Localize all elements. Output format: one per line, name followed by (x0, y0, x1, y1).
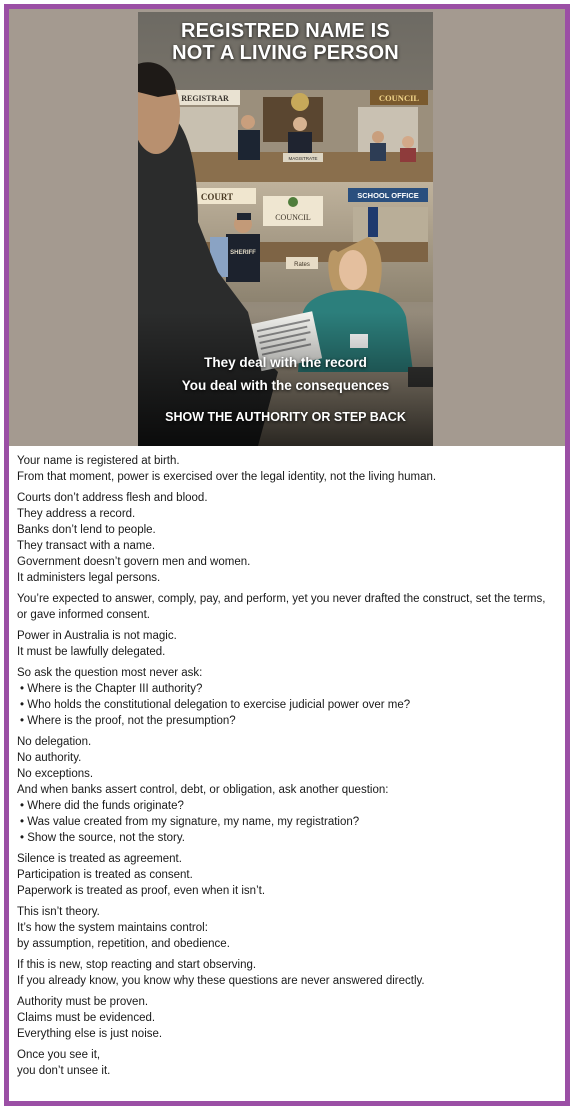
text-line: Power in Australia is not magic. (17, 630, 177, 642)
poster-headline-line2: NOT A LIVING PERSON (172, 42, 399, 64)
sign-sheriff: SHERIFF (230, 250, 256, 256)
text-line: They address a record. (17, 508, 136, 520)
image-panel (9, 9, 565, 446)
paragraph (17, 453, 557, 485)
text-line: And when banks assert control, debt, or obligation, ask another question: (17, 784, 389, 796)
text-line: This isn’t theory. (17, 906, 100, 918)
sign-council-top: COUNCIL (378, 93, 420, 103)
paragraph (17, 994, 557, 1042)
poster-image (138, 12, 433, 446)
sign-rates: Rates (294, 262, 310, 268)
text-line: From that moment, power is exercised over the legal identity, not the living human. (17, 471, 437, 483)
text-line: You’re expected to answer, comply, pay, and perform, yet you never drafted the construct, set the terms, or gave informed consent. (17, 593, 546, 621)
sign-school-office: SCHOOL OFFICE (357, 191, 419, 200)
text-line: So ask the question most never ask: (17, 667, 203, 679)
text-line: Government doesn’t govern men and women. (17, 556, 251, 568)
text-line: It’s how the system maintains control: (17, 922, 208, 934)
text-line: They transact with a name. (17, 540, 156, 552)
text-line: Banks don’t lend to people. (17, 524, 156, 536)
poster-caption-line2: You deal with the consequences (181, 378, 390, 393)
paragraph (17, 851, 557, 899)
post-text (9, 446, 565, 1084)
text-line: It must be lawfully delegated. (17, 646, 166, 658)
text-line: No authority. (17, 752, 82, 764)
text-line: you don’t unsee it. (17, 1065, 111, 1077)
text-line: Authority must be proven. (17, 996, 149, 1008)
text-line: Paperwork is treated as proof, even when it isn’t. (17, 885, 266, 897)
paragraph (17, 628, 557, 660)
poster-cta: SHOW THE AUTHORITY OR STEP BACK (165, 410, 406, 424)
bullet-item: • Was value created from my signature, my name, my registration? (17, 814, 557, 830)
text-line: by assumption, repetition, and obedience. (17, 938, 230, 950)
paragraph (17, 591, 557, 623)
poster-headline-line1: REGISTRED NAME IS (181, 20, 390, 42)
paragraph (17, 734, 557, 782)
text-line: Your name is registered at birth. (17, 455, 180, 467)
bullet-item: • Show the source, not the story. (17, 830, 557, 846)
text-line: Once you see it, (17, 1049, 101, 1061)
text-line: If you already know, you know why these questions are never answered directly. (17, 975, 425, 987)
paragraph (17, 1047, 557, 1079)
paragraph (17, 490, 557, 586)
text-line: It administers legal persons. (17, 572, 161, 584)
poster-caption-line1: They deal with the record (204, 355, 367, 370)
post-frame (4, 4, 570, 1106)
paragraph (17, 665, 557, 729)
text-line: No delegation. (17, 736, 92, 748)
sign-council-mid: COUNCIL (275, 213, 311, 222)
paragraph (17, 782, 557, 846)
text-line: Silence is treated as agreement. (17, 853, 182, 865)
bullet-item: • Where did the funds originate? (17, 798, 557, 814)
bullet-item: • Who holds the constitutional delegation to exercise judicial power over me? (17, 697, 557, 713)
text-line: No exceptions. (17, 768, 94, 780)
sign-magistrate: MAGISTRATE (288, 156, 318, 161)
text-line: Participation is treated as consent. (17, 869, 193, 881)
paragraph (17, 957, 557, 989)
sign-registrar: REGISTRAR (181, 94, 229, 103)
text-line: Everything else is just noise. (17, 1028, 163, 1040)
poster-headline (138, 20, 433, 64)
text-line: Claims must be evidenced. (17, 1012, 156, 1024)
paragraph (17, 904, 557, 952)
text-line: If this is new, stop reacting and start observing. (17, 959, 257, 971)
text-line: Courts don’t address flesh and blood. (17, 492, 208, 504)
bullet-item: • Where is the proof, not the presumption? (17, 713, 557, 729)
bullet-item: • Where is the Chapter III authority? (17, 681, 557, 697)
sign-court: COURT (200, 192, 234, 202)
